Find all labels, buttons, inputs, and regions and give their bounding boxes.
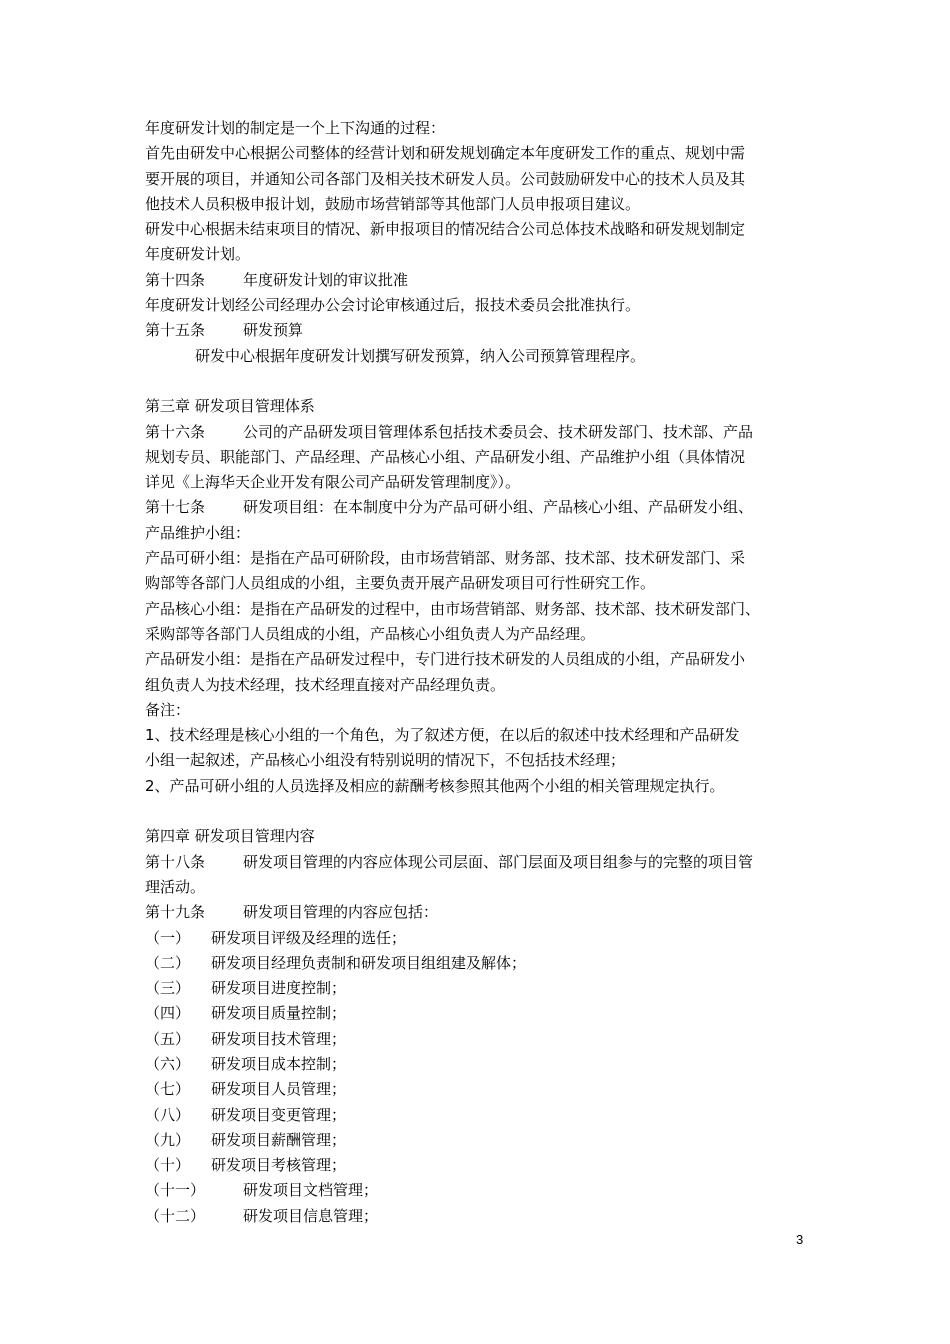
list-item xyxy=(145,1001,810,1026)
article-title: 研发预算 xyxy=(243,321,304,340)
page-number: 3 xyxy=(796,1232,804,1247)
paragraph-line: 年度研发计划。 xyxy=(145,245,251,264)
item-number: （十一） xyxy=(145,1181,206,1200)
article-number: 第十五条 xyxy=(145,321,206,340)
item-text: 研发项目技术管理； xyxy=(211,1029,347,1048)
item-number: （一） xyxy=(145,928,191,947)
chapter-heading: 第三章 研发项目管理体系 xyxy=(145,397,315,416)
item-number: （五） xyxy=(145,1029,191,1048)
item-number: （九） xyxy=(145,1130,191,1149)
list-item xyxy=(145,1103,810,1128)
item-number: （四） xyxy=(145,1004,191,1023)
item-text: 研发项目成本控制； xyxy=(211,1054,347,1073)
list-item xyxy=(145,951,810,976)
item-number: （二） xyxy=(145,953,191,972)
paragraph-line: 产品可研小组：是指在产品可研阶段，由市场营销部、财务部、技术部、技术研发部门、采 xyxy=(145,549,746,568)
article-title: 年度研发计划的审议批准 xyxy=(243,270,409,289)
item-number: （六） xyxy=(145,1054,191,1073)
item-text: 研发项目文档管理； xyxy=(243,1181,379,1200)
article-18 xyxy=(145,850,810,875)
document-body xyxy=(145,116,810,1229)
paragraph-line: 产品研发小组：是指在产品研发过程中，专门进行技术研发的人员组成的小组，产品研发小 xyxy=(145,650,746,669)
article-text: 研发项目管理的内容应体现公司层面、部门层面及项目组参与的完整的项目管 xyxy=(243,852,754,871)
paragraph-line: 要开展的项目，并通知公司各部门及相关技术研发人员。公司鼓励研发中心的技术人员及其 xyxy=(145,169,746,188)
article-number: 第十六条 xyxy=(145,422,206,441)
article-16 xyxy=(145,420,810,445)
paragraph-line: 理活动。 xyxy=(145,877,206,896)
list-item xyxy=(145,1077,810,1102)
item-text: 研发项目质量控制； xyxy=(211,1004,347,1023)
list-item xyxy=(145,926,810,951)
paragraph-line: 组负责人为技术经理，技术经理直接对产品经理负责。 xyxy=(145,675,506,694)
list-item xyxy=(145,1128,810,1153)
article-17 xyxy=(145,495,810,520)
article-number: 第十八条 xyxy=(145,852,206,871)
article-text: 研发项目组：在本制度中分为产品可研小组、产品核心小组、产品研发小组、 xyxy=(243,498,754,517)
list-item xyxy=(145,1153,810,1178)
item-list xyxy=(145,926,810,1230)
paragraph: 年度研发计划经公司经理办公会讨论审核通过后，报技术委员会批准执行。 xyxy=(145,296,641,315)
item-text: 研发项目信息管理； xyxy=(243,1206,379,1225)
item-number: （十） xyxy=(145,1156,191,1175)
paragraph-line: 购部等各部门人员组成的小组，主要负责开展产品研发项目可行性研究工作。 xyxy=(145,574,656,593)
list-item xyxy=(145,976,810,1001)
article-number: 第十七条 xyxy=(145,498,206,517)
paragraph-line: 他技术人员积极申报计划，鼓励市场营销部等其他部门人员申报项目建议。 xyxy=(145,194,641,213)
list-item xyxy=(145,1027,810,1052)
item-text: 研发项目考核管理； xyxy=(211,1156,347,1175)
item-text: 研发项目进度控制； xyxy=(211,979,347,998)
item-text: 研发项目经理负责制和研发项目组组建及解体； xyxy=(211,953,527,972)
article-number: 第十四条 xyxy=(145,270,206,289)
list-item xyxy=(145,1052,810,1077)
paragraph-line: 规划专员、职能部门、产品经理、产品核心小组、产品研发小组、产品维护小组（具体情况 xyxy=(145,447,746,466)
item-text: 研发项目变更管理； xyxy=(211,1105,347,1124)
paragraph-line: 产品维护小组： xyxy=(145,523,251,542)
article-15 xyxy=(145,318,810,343)
article-number: 第十九条 xyxy=(145,903,206,922)
list-item xyxy=(145,1178,810,1203)
item-number: （十二） xyxy=(145,1206,206,1225)
item-number: （三） xyxy=(145,979,191,998)
article-14 xyxy=(145,268,810,293)
item-text: 研发项目评级及经理的选任； xyxy=(211,928,407,947)
note-line: 1、技术经理是核心小组的一个角色，为了叙述方便，在以后的叙述中技术经理和产品研发 xyxy=(145,726,740,745)
note-line: 2、产品可研小组的人员选择及相应的薪酬考核参照其他两个小组的相关管理规定执行。 xyxy=(145,776,725,795)
note-label: 备注： xyxy=(145,700,191,719)
item-text: 研发项目人员管理； xyxy=(211,1080,347,1099)
article-title: 研发项目管理的内容应包括： xyxy=(243,903,439,922)
item-number: （八） xyxy=(145,1105,191,1124)
paragraph-line: 首先由研发中心根据公司整体的经营计划和研发规划确定本年度研发工作的重点、规划中需 xyxy=(145,144,746,163)
list-item xyxy=(145,1204,810,1229)
paragraph: 年度研发计划的制定是一个上下沟通的过程： xyxy=(145,119,446,137)
item-text: 研发项目薪酬管理； xyxy=(211,1130,347,1149)
paragraph-line: 采购部等各部门人员组成的小组，产品核心小组负责人为产品经理。 xyxy=(145,624,596,643)
paragraph-line: 产品核心小组：是指在产品研发的过程中，由市场营销部、财务部、技术部、技术研发部门、 xyxy=(145,599,761,618)
item-number: （七） xyxy=(145,1080,191,1099)
article-text: 公司的产品研发项目管理体系包括技术委员会、技术研发部门、技术部、产品 xyxy=(243,422,754,441)
paragraph-line: 详见《上海华天企业开发有限公司产品研发管理制度》）。 xyxy=(145,473,521,492)
article-19 xyxy=(145,900,810,925)
paragraph-line: 研发中心根据未结束项目的情况、新申报项目的情况结合公司总体技术战略和研发规划制定 xyxy=(145,220,746,239)
chapter-heading: 第四章 研发项目管理内容 xyxy=(145,827,315,846)
note-line: 小组一起叙述，产品核心小组没有特别说明的情况下，不包括技术经理； xyxy=(145,751,626,770)
paragraph: 研发中心根据年度研发计划撰写研发预算，纳入公司预算管理程序。 xyxy=(195,346,646,365)
